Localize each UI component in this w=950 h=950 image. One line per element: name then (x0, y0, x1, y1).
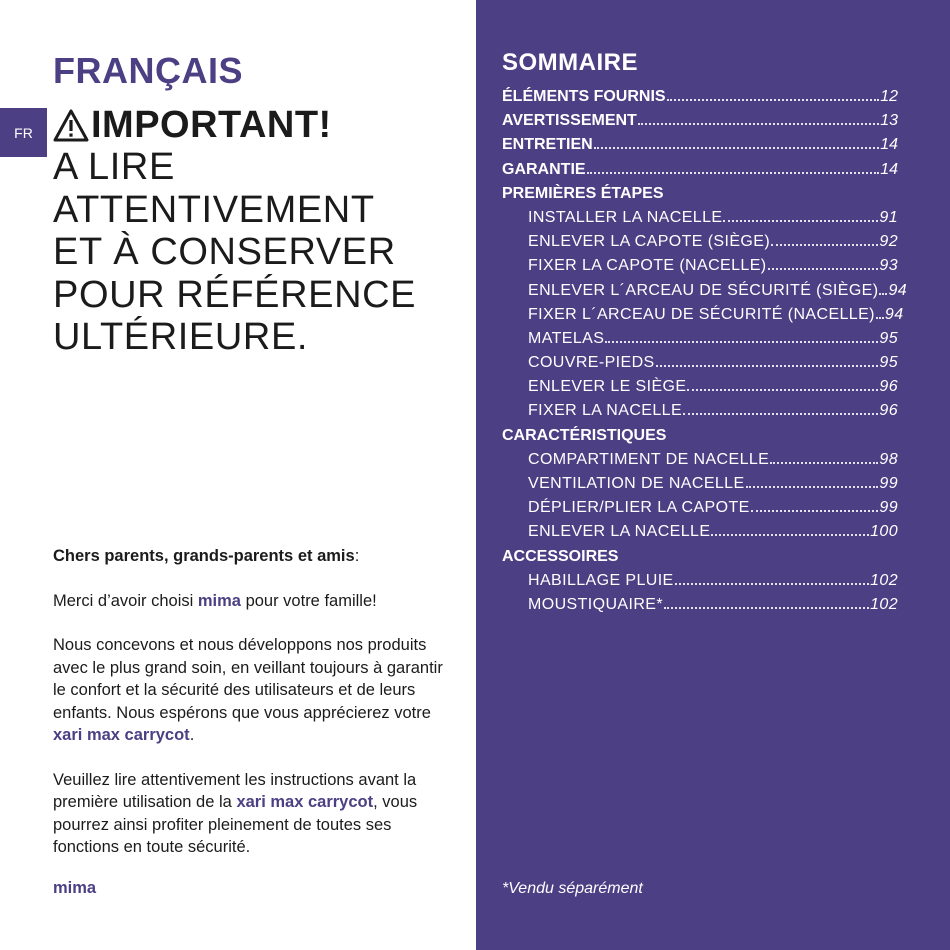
toc-entry-label: FIXER LA CAPOTE (NACELLE) (528, 257, 767, 275)
welcome-letter (53, 545, 453, 859)
toc-entry[interactable] (502, 257, 898, 281)
toc-entry-label: HABILLAGE PLUIE (528, 571, 674, 589)
toc-entry-label: FIXER LA NACELLE (528, 402, 683, 420)
toc-entry[interactable] (502, 136, 898, 160)
dot-leader (594, 147, 880, 149)
dot-leader (768, 268, 879, 270)
toc-entry-page: 99 (879, 499, 898, 517)
dot-leader (879, 293, 887, 295)
paragraph-instructions (53, 769, 453, 859)
toc-entry-label: ACCESSOIRES (502, 547, 619, 565)
dot-leader (723, 220, 878, 222)
toc-entry[interactable] (502, 209, 898, 233)
greeting: Chers parents, grands-parents et amis (53, 547, 355, 565)
dot-leader (746, 486, 879, 488)
toc-entry[interactable] (502, 596, 898, 620)
toc-entry-label: FIXER L´ARCEAU DE SÉCURITÉ (NACELLE) (528, 305, 875, 323)
greeting-suffix: : (354, 547, 360, 565)
important-label: IMPORTANT! (91, 104, 332, 146)
toc-entry-label: INSTALLER LA NACELLE (528, 208, 723, 226)
toc-entry-page: 14 (880, 160, 898, 178)
dot-leader (771, 244, 878, 246)
toc-entry-label: DÉPLIER/PLIER LA CAPOTE (528, 499, 750, 517)
toc-entry[interactable] (502, 161, 898, 185)
toc-entry-page: 91 (879, 208, 898, 226)
toc-entry-label: ENLEVER LA CAPOTE (SIÈGE) (528, 233, 771, 251)
toc-entry-page: 100 (870, 523, 898, 541)
toc-entry-label: ENTRETIEN (502, 136, 593, 154)
toc-entry-page: 93 (879, 257, 898, 275)
language-title: FRANÇAIS (53, 50, 243, 91)
text-run: , vous pourrez ainsi profiter pleinement de toutes ses fonctions en toute sécurité. (53, 793, 418, 856)
dot-leader (667, 99, 880, 101)
toc-entry-label: ENLEVER LE SIÈGE (528, 378, 687, 396)
toc-entry-label: MATELAS (528, 329, 605, 347)
toc-entry-label: ÉLÉMENTS FOURNIS (502, 88, 666, 105)
toc-entry-label: GARANTIE (502, 160, 586, 178)
toc-entry[interactable] (502, 330, 898, 354)
toc-entry-page: 98 (879, 450, 898, 468)
paragraph-thanks (53, 590, 453, 613)
toc-entry[interactable] (502, 548, 898, 572)
toc-entry-label: AVERTISSEMENT (502, 112, 637, 130)
toc-entry-page: 13 (880, 112, 898, 130)
dot-leader (638, 123, 879, 125)
text-run: . (189, 726, 195, 744)
important-heading (53, 104, 332, 147)
dot-leader (605, 341, 878, 343)
toc-entry-label: CARACTÉRISTIQUES (502, 426, 667, 444)
text-run: Nous concevons et nous développons nos produits avec le plus grand soin, en veillant toujours à garantir le confort et la sécurité des utilisateurs et de leurs enfants. Nous espérons que vous apprécierez votre (53, 636, 443, 722)
dot-leader (770, 462, 878, 464)
toc-entry[interactable] (502, 523, 898, 547)
toc-entry-page: 94 (888, 281, 908, 299)
warning-triangle-icon (53, 108, 89, 144)
toc-entry[interactable] (502, 354, 898, 378)
toc-entry[interactable] (502, 281, 908, 306)
toc-entry[interactable] (502, 427, 898, 451)
toc-entry-page: 96 (879, 402, 898, 420)
toc-entry[interactable] (502, 233, 898, 257)
toc-entry-label: VENTILATION DE NACELLE (528, 475, 745, 492)
dot-leader (876, 317, 884, 319)
dot-leader (664, 607, 869, 609)
dot-leader (675, 583, 869, 585)
read-line: ATTENTIVEMENT (53, 188, 375, 231)
toc-entry-label: PREMIÈRES ÉTAPES (502, 184, 664, 202)
product-name: xari max carrycot (236, 793, 374, 811)
toc-title: SOMMAIRE (502, 49, 638, 76)
toc-entry-label: COMPARTIMENT DE NACELLE (528, 450, 770, 468)
toc-entry[interactable] (502, 572, 898, 596)
toc-entry-page: 94 (884, 305, 904, 323)
table-of-contents-panel (476, 0, 950, 950)
dot-leader (751, 510, 879, 512)
read-line: A LIRE (53, 146, 175, 188)
read-carefully-text (53, 146, 416, 359)
toc-entry-page: 96 (879, 378, 898, 396)
read-line: ULTÉRIEURE. (53, 316, 309, 358)
text-run: pour votre famille! (240, 591, 377, 610)
toc-list (502, 88, 908, 620)
dot-leader (656, 365, 879, 367)
brand-name: mima (197, 591, 241, 610)
greeting-line (53, 545, 453, 568)
toc-entry[interactable] (502, 378, 898, 402)
read-line: ET À CONSERVER (53, 231, 396, 273)
text-run: Veuillez lire attentivement les instructions avant la première utilisation de la (53, 770, 417, 811)
footnote: *Vendu séparément (502, 880, 643, 897)
toc-entry-page: 12 (880, 88, 898, 105)
toc-entry[interactable] (502, 451, 898, 475)
dot-leader (711, 534, 869, 536)
signature: mima (53, 879, 97, 897)
toc-entry-page: 92 (879, 233, 898, 251)
toc-entry[interactable] (502, 305, 904, 330)
toc-entry[interactable] (502, 475, 898, 499)
dot-leader (687, 389, 878, 391)
toc-entry[interactable] (502, 112, 898, 136)
toc-entry-page: 99 (879, 475, 898, 492)
toc-entry[interactable] (502, 499, 898, 523)
toc-entry-page: 102 (870, 571, 898, 589)
toc-entry[interactable] (502, 88, 898, 112)
toc-entry-page: 102 (870, 595, 898, 613)
dot-leader (587, 172, 880, 174)
language-tab: FR (0, 108, 47, 157)
toc-entry[interactable] (502, 185, 898, 209)
toc-entry-label: ENLEVER L´ARCEAU DE SÉCURITÉ (SIÈGE) (528, 281, 879, 299)
paragraph-care (53, 634, 453, 747)
toc-entry-page: 95 (879, 354, 898, 372)
toc-entry-label: COUVRE-PIEDS (528, 354, 655, 372)
dot-leader (683, 413, 878, 415)
toc-entry-label: MOUSTIQUAIRE* (528, 595, 663, 613)
toc-entry-page: 95 (879, 329, 898, 347)
toc-entry[interactable] (502, 402, 898, 426)
toc-entry-page: 14 (880, 136, 898, 154)
toc-entry-label: ENLEVER LA NACELLE (528, 523, 711, 541)
text-run: Merci d’avoir choisi (53, 591, 198, 610)
read-line: POUR RÉFÉRENCE (53, 273, 417, 316)
product-name: xari max carrycot (53, 726, 190, 744)
